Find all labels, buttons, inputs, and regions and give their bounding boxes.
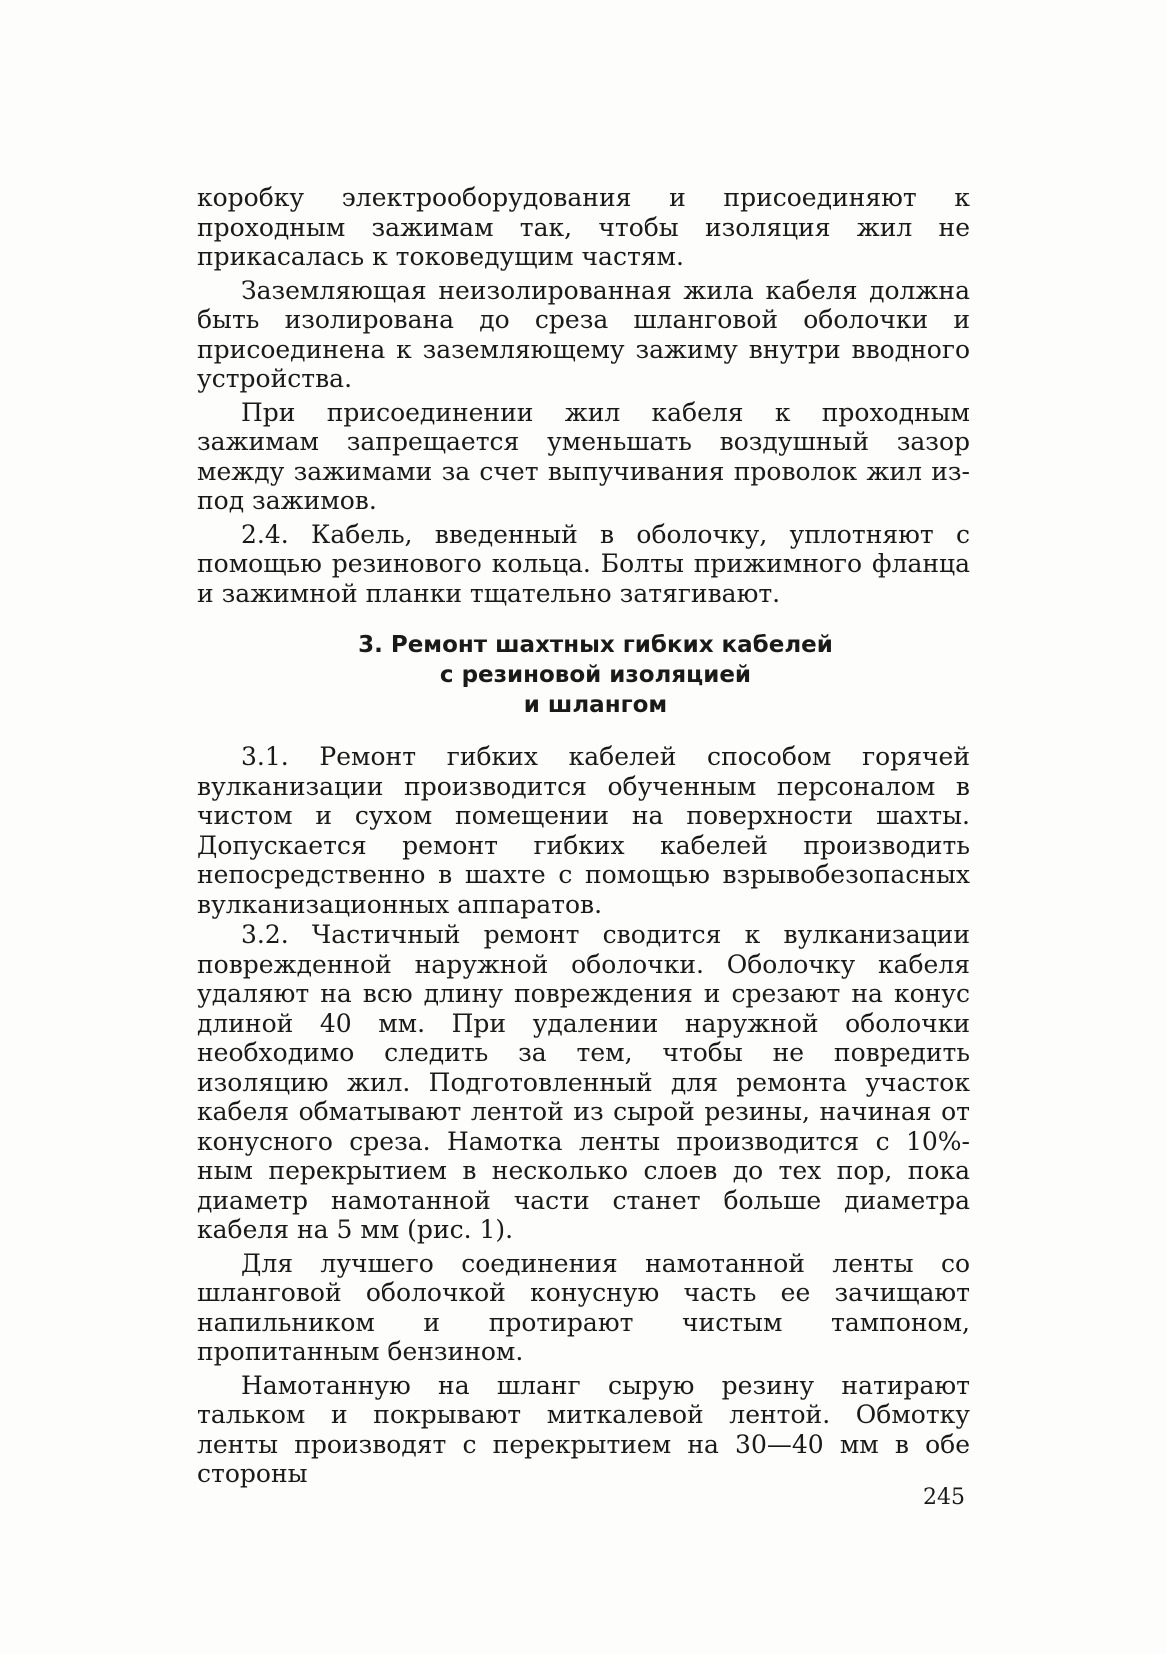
top-text-block [197,183,970,612]
page-number: 245 [923,1485,965,1510]
paragraph-continuation: коробку электрооборудования и присоединяют к проходным зажимам так, чтобы изоляция жил не прикасалась к токоведущим частям. [197,183,970,271]
paragraph-cleaning: Для лучшего соединения намотанной ленты со шланговой оболочкой конусную часть ее зачищают напильником и протирают чистым тампоном, пропитанным бензином. [197,1248,970,1366]
paragraph-grounding-wire: Заземляющая неизолированная жила кабеля должна быть изолирована до среза шланговой оболочки и присоединена к заземляющему зажиму внутри вводного устройства. [197,275,970,393]
bottom-text-block [197,742,970,1493]
paragraph-air-gap: При присоединении жил кабеля к проходным зажимам запрещается уменьшать воздушный зазор между зажимами за счет выпучивания проволок жил из-под зажимов. [197,397,970,515]
paragraph-2-4: 2.4. Кабель, введенный в оболочку, уплотняют с помощью резинового кольца. Болты прижимного фланца и зажимной планки тщательно затягивают. [197,519,970,608]
paragraph-3-2: 3.2. Частичный ремонт сводится к вулканизации поврежденной наружной оболочки. Оболочку кабеля удаляют на всю длину повреждения и срезают на конус длиной 40 мм. При удалении наружной оболочки необходимо следить за тем, чтобы не повредить изоляцию жил. Подготовленный для ремонта участок кабеля обматывают лентой из сырой резины, начиная от конусного среза. Намотка ленты производится с 10%-ным перекрытием в несколько слоев до тех пор, пока диаметр намотанной части станет больше диаметра кабеля на 5 мм (рис. 1). [197,920,970,1244]
section-heading: 3. Ремонт шахтных гибких кабелей с резиновой изоляцией и шлангом [358,632,833,718]
paragraph-3-1: 3.1. Ремонт гибких кабелей способом горячей вулканизации производится обученным персоналом в чистом и сухом помещении на поверхности шахты. Допускается ремонт гибких кабелей производить непосредственно в шахте с помощью взрывобезопасных вулканизационных аппаратов. [197,742,970,919]
paragraph-talc: Намотанную на шланг сырую резину натирают тальком и покрывают миткалевой лентой. Обмотку ленты производят с перекрытием на 30—40 мм в обе стороны [197,1370,970,1488]
